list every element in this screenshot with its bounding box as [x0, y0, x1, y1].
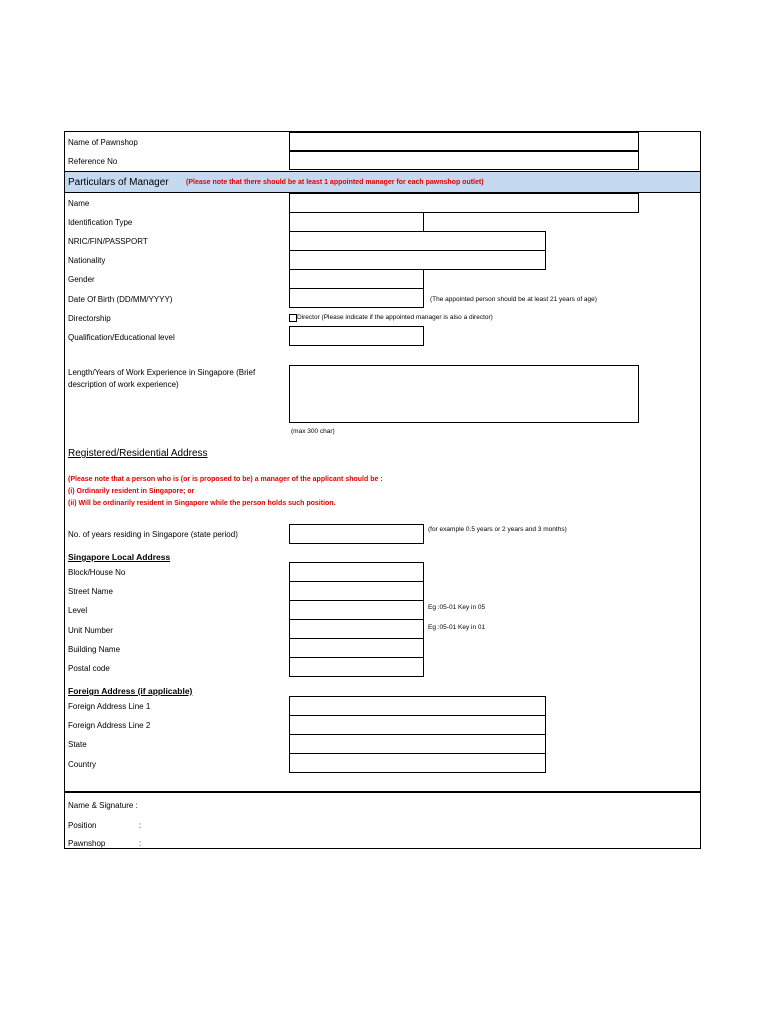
building-field[interactable]	[289, 638, 424, 658]
qualification-label: Qualification/Educational level	[68, 333, 175, 342]
years-note: (for example 0.5 years or 2 years and 3 months)	[428, 526, 567, 533]
local-address-title: Singapore Local Address	[68, 552, 171, 562]
state-label: State	[68, 740, 87, 749]
dob-field[interactable]	[289, 288, 424, 308]
gender-field[interactable]	[289, 269, 424, 289]
level-example: Eg :05-01 Key in 05	[428, 604, 486, 611]
street-label: Street Name	[68, 587, 113, 596]
foreign-address-title: Foreign Address (if applicable)	[68, 686, 193, 696]
position-label: Position	[68, 821, 97, 830]
experience-field[interactable]	[289, 365, 639, 423]
id-type-field[interactable]	[289, 212, 424, 232]
level-field[interactable]	[289, 600, 424, 620]
nric-field[interactable]	[289, 231, 546, 251]
position-colon: :	[139, 821, 142, 830]
nationality-label: Nationality	[68, 256, 106, 265]
reference-field[interactable]	[289, 151, 639, 170]
signature-divider	[65, 791, 700, 793]
country-field[interactable]	[289, 753, 546, 773]
reference-label: Reference No	[68, 157, 118, 166]
director-option: Director (Please indicate if the appointed manager is also a director)	[297, 314, 493, 321]
experience-note: (max 300 char)	[291, 428, 335, 435]
block-label: Block/House No	[68, 568, 126, 577]
address-note-2: (i) Ordinarily resident in Singapore; or	[68, 488, 195, 495]
nric-label: NRIC/FIN/PASSPORT	[68, 237, 148, 246]
street-field[interactable]	[289, 581, 424, 601]
unit-example: Eg :05-01 Key in 01	[428, 624, 486, 631]
dob-note: (The appointed person should be at least 21 years of age)	[430, 296, 597, 303]
block-field[interactable]	[289, 562, 424, 582]
directorship-label: Directorship	[68, 314, 111, 323]
manager-note: (Please note that there should be at least 1 appointed manager for each pawnshop outlet)	[186, 179, 484, 186]
experience-label-2: description of work experience)	[68, 380, 179, 389]
years-field[interactable]	[289, 524, 424, 544]
state-field[interactable]	[289, 734, 546, 754]
unit-label: Unit Number	[68, 626, 113, 635]
building-label: Building Name	[68, 645, 121, 654]
pawnshop-colon: :	[139, 839, 142, 848]
pawnshop-name-label: Name of Pawnshop	[68, 138, 138, 147]
manager-banner	[65, 171, 700, 193]
name-signature-label: Name & Signature :	[68, 801, 138, 810]
manager-title: Particulars of Manager	[68, 177, 169, 188]
checkbox-icon[interactable]	[289, 314, 297, 322]
name-label: Name	[68, 199, 90, 208]
foreign-2-label: Foreign Address Line 2	[68, 721, 151, 730]
foreign-1-field[interactable]	[289, 696, 546, 716]
unit-field[interactable]	[289, 619, 424, 639]
foreign-1-label: Foreign Address Line 1	[68, 702, 151, 711]
country-label: Country	[68, 760, 97, 769]
pawnshop-name-field[interactable]	[289, 132, 639, 151]
address-note-1: (Please note that a person who is (or is proposed to be) a manager of the applicant should be :	[68, 476, 383, 483]
level-label: Level	[68, 606, 88, 615]
qualification-field[interactable]	[289, 326, 424, 346]
nationality-field[interactable]	[289, 250, 546, 270]
dob-label: Date Of Birth (DD/MM/YYYY)	[68, 295, 173, 304]
name-field[interactable]	[289, 193, 639, 213]
postal-field[interactable]	[289, 657, 424, 677]
address-title: Registered/Residential Address	[68, 448, 208, 459]
experience-label-1: Length/Years of Work Experience in Singapore (Brief	[68, 368, 256, 377]
foreign-2-field[interactable]	[289, 715, 546, 735]
gender-label: Gender	[68, 275, 95, 284]
address-note-3: (ii) Will be ordinarily resident in Singapore while the person holds such position.	[68, 500, 336, 507]
id-type-label: Identification Type	[68, 218, 133, 227]
postal-label: Postal code	[68, 664, 110, 673]
pawnshop-label: Pawnshop	[68, 839, 106, 848]
years-label: No. of years residing in Singapore (state period)	[68, 530, 238, 539]
